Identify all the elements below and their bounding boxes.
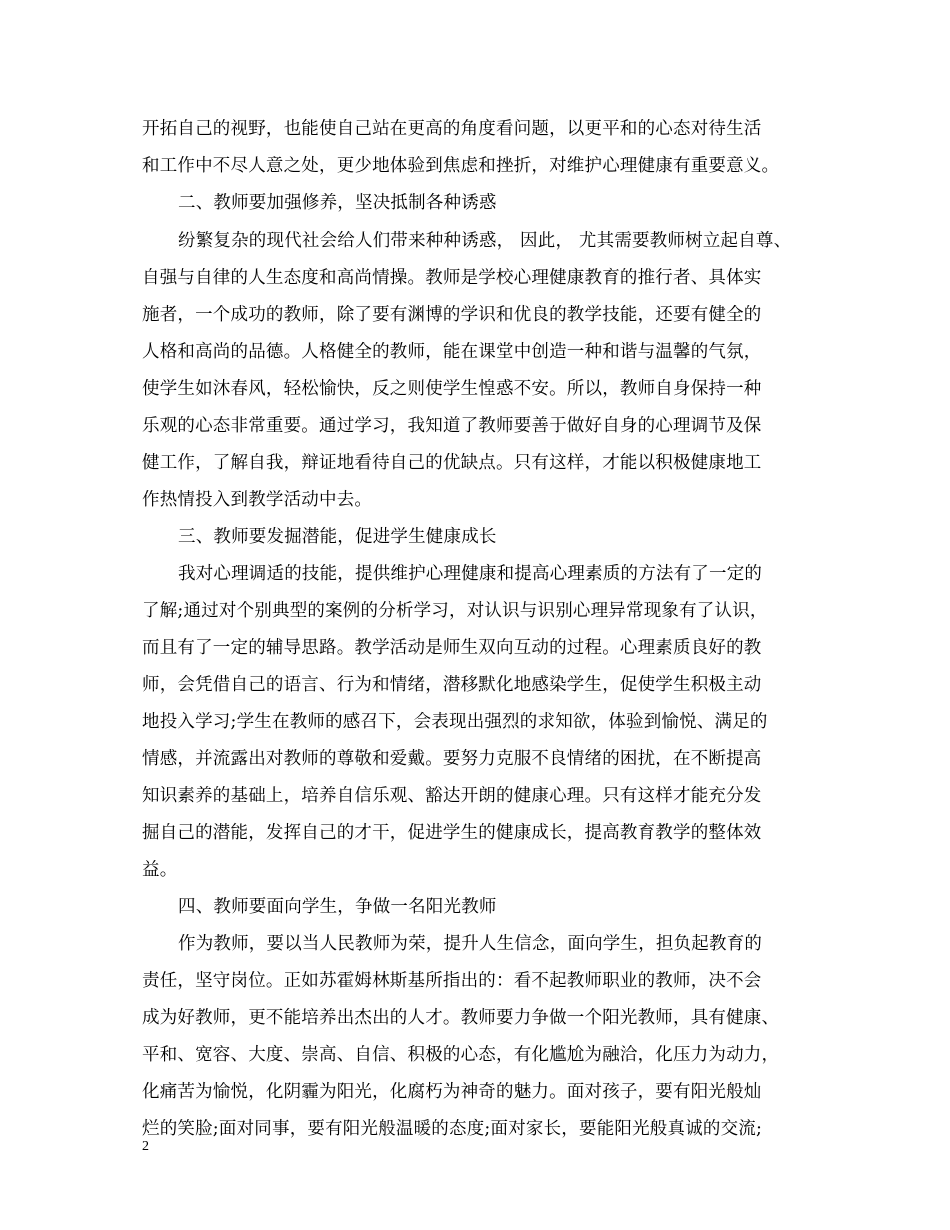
text-line: 平和、宽容、大度、崇高、自信、积极的心态，有化尴尬为融洽，化压力为动力， xyxy=(142,1045,780,1065)
text-line: 化痛苦为愉悦，化阴霾为阳光，化腐朽为神奇的魅力。面对孩子，要有阳光般灿 xyxy=(142,1082,762,1102)
text-line: 烂的笑脸;面对同事，要有阳光般温暖的态度;面对家长，要能阳光般真诚的交流; xyxy=(142,1119,763,1139)
text-line: 作热情投入到教学活动中去。 xyxy=(142,490,373,510)
text-line: 益。 xyxy=(142,860,178,880)
text-line: 人格和高尚的品德。人格健全的教师，能在课堂中创造一种和谐与温馨的气氛， xyxy=(142,342,762,362)
text-line: 自强与自律的人生态度和高尚情操。教师是学校心理健康教育的推行者、具体实 xyxy=(142,268,762,288)
text-line: 知识素养的基础上，培养自信乐观、豁达开朗的健康心理。只有这样才能充分发 xyxy=(142,786,762,806)
paragraph-first-line: 纷繁复杂的现代社会给人们带来种种诱惑， 因此， 尤其需要教师树立起自尊、 xyxy=(178,231,792,251)
text-line: 地投入学习;学生在教师的感召下，会表现出强烈的求知欲，体验到愉悦、满足的 xyxy=(142,712,768,732)
text-line: 使学生如沐春风，轻松愉快，反之则使学生惶惑不安。所以，教师自身保持一种 xyxy=(142,379,762,399)
text-line: 和工作中不尽人意之处，更少地体验到焦虑和挫折，对维护心理健康有重要意义。 xyxy=(142,156,780,176)
text-line: 成为好教师，更不能培养出杰出的人才。教师要力争做一个阳光教师，具有健康、 xyxy=(142,1008,780,1028)
text-line: 掘自己的潜能，发挥自己的才干，促进学生的健康成长，提高教育教学的整体效 xyxy=(142,823,762,843)
text-line: 开拓自己的视野，也能使自己站在更高的角度看问题，以更平和的心态对待生活 xyxy=(142,119,762,139)
text-line: 责任，坚守岗位。正如苏霍姆林斯基所指出的：看不起教师职业的教师，决不会 xyxy=(142,971,762,991)
page-number: 2 xyxy=(142,1139,149,1154)
text-line: 情感，并流露出对教师的尊敬和爱戴。要努力克服不良情绪的困扰，在不断提高 xyxy=(142,749,762,769)
text-line: 而且有了一定的辅导思路。教学活动是师生双向互动的过程。心理素质良好的教 xyxy=(142,638,762,658)
text-line: 健工作，了解自我，辩证地看待自己的优缺点。只有这样，才能以积极健康地工 xyxy=(142,453,762,473)
text-line: 乐观的心态非常重要。通过学习，我知道了教师要善于做好自身的心理调节及保 xyxy=(142,416,762,436)
paragraph-first-line: 我对心理调适的技能，提供维护心理健康和提高心理素质的方法有了一定的 xyxy=(178,564,763,584)
paragraph-first-line: 作为教师，要以当人民教师为荣，提升人生信念，面向学生，担负起教育的 xyxy=(178,934,763,954)
text-line: 了解;通过对个别典型的案例的分析学习，对认识与识别心理异常现象有了认识， xyxy=(142,601,768,621)
text-line: 师，会凭借自己的语言、行为和情绪，潜移默化地感染学生，促使学生积极主动 xyxy=(142,675,762,695)
section-heading: 四、教师要面向学生，争做一名阳光教师 xyxy=(178,897,497,917)
section-heading: 二、教师要加强修养，坚决抵制各种诱惑 xyxy=(178,193,497,213)
section-heading: 三、教师要发掘潜能，促进学生健康成长 xyxy=(178,527,497,547)
text-line: 施者，一个成功的教师，除了要有渊博的学识和优良的教学技能，还要有健全的 xyxy=(142,305,762,325)
